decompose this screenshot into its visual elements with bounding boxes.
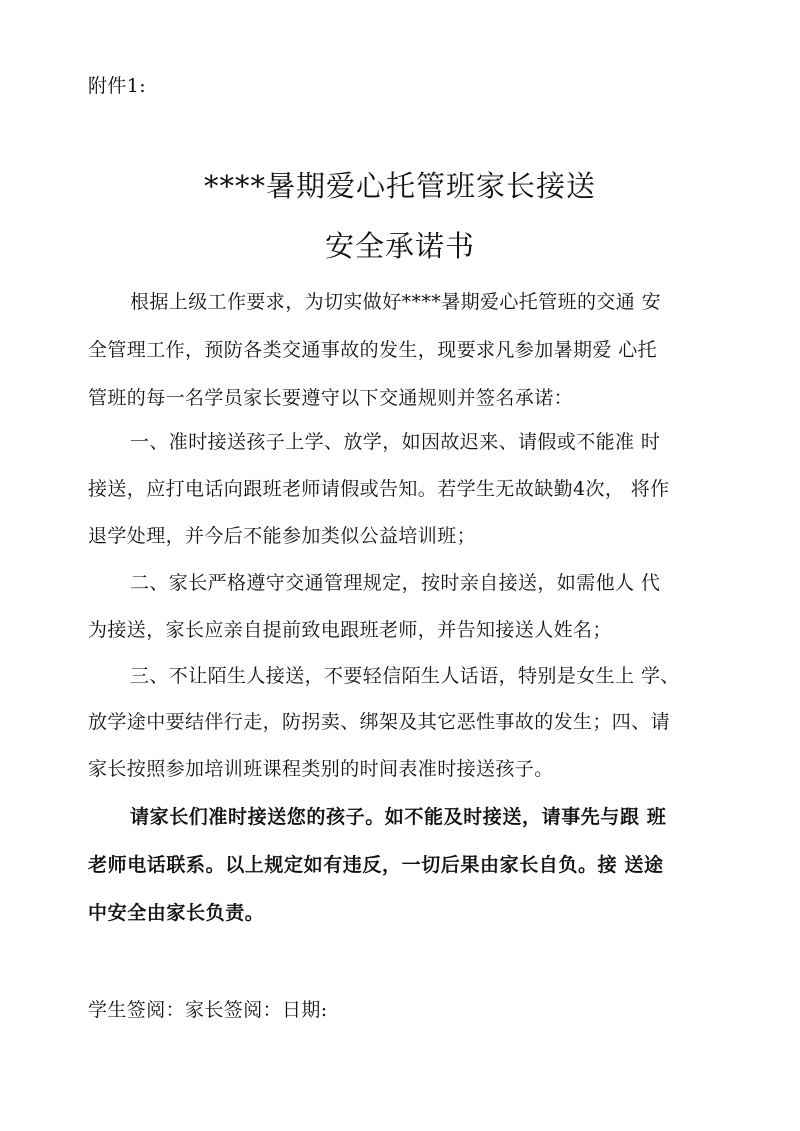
intro-paragraph-line: 根据上级工作要求，为切实做好****暑期爱心托管班的交通 安 bbox=[130, 291, 662, 313]
document-title-line-1: ****暑期爱心托管班家长接送 bbox=[203, 169, 596, 203]
rule-1-line: 接送，应打电话向跟班老师请假或告知。若学生无故缺勤4次， 将作 bbox=[88, 478, 670, 500]
rule-3-line: 三、不让陌生人接送，不要轻信陌生人话语，特别是女生上 学、 bbox=[130, 665, 680, 687]
notice-line: 请家长们准时接送您的孩子。如不能及时接送，请事先与跟 班 bbox=[130, 806, 667, 828]
signature-line: 学生签阅：家长签阅：日期: bbox=[88, 999, 328, 1021]
rule-3-line: 家长按照参加培训班课程类别的时间表准时接送孩子。 bbox=[88, 758, 554, 780]
intro-paragraph-line: 全管理工作，预防各类交通事故的发生，现要求凡参加暑期爱 心托 bbox=[88, 339, 658, 361]
rule-2-line: 为接送，家长应亲自提前致电跟班老师，并告知接送人姓名； bbox=[88, 619, 612, 641]
attachment-label: 附件1: bbox=[88, 75, 147, 97]
intro-paragraph-line: 管班的每一名学员家长要遵守以下交通规则并签名承诺： bbox=[88, 387, 574, 409]
rule-3-line: 放学途中要结伴行走，防拐卖、绑架及其它恶性事故的发生；四、请 bbox=[88, 711, 671, 733]
rule-2-line: 二、家长严格遵守交通管理规定，按时亲自接送，如需他人 代 bbox=[130, 572, 661, 594]
notice-line: 中安全由家长负责。 bbox=[88, 902, 265, 924]
rule-1-line: 退学处理，并今后不能参加类似公益培训班； bbox=[88, 525, 477, 547]
document-title-line-2: 安全承诺书 bbox=[324, 229, 475, 263]
notice-line: 老师电话联系。以上规定如有违反，一切后果由家长自负。接 送途 bbox=[88, 854, 664, 876]
rule-1-line: 一、准时接送孩子上学、放学，如因故迟来、请假或不能准 时 bbox=[130, 431, 661, 453]
